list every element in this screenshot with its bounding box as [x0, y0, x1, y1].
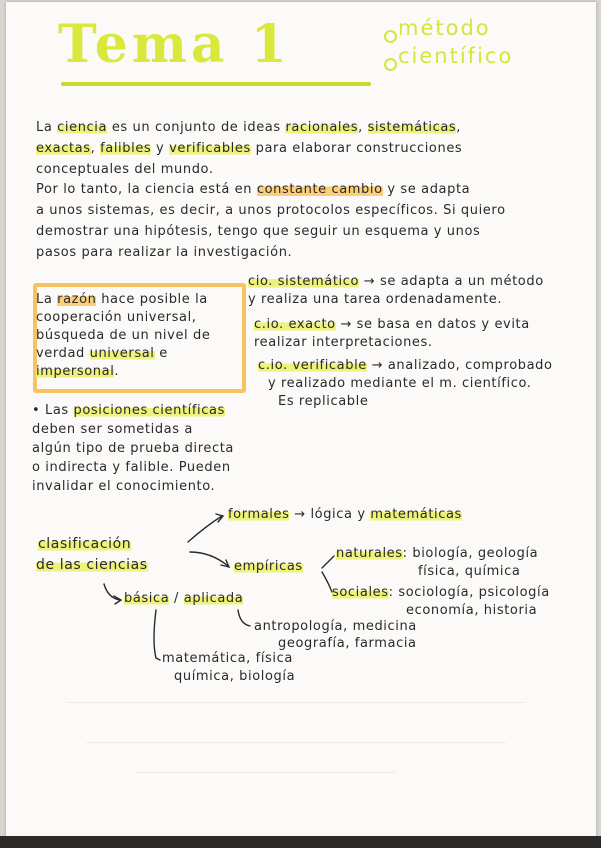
def-verifiable-cont: y realizado mediante el m. científico. — [268, 376, 532, 391]
highlighted-term: verificables — [169, 141, 251, 156]
subtitle-line-1: método — [398, 16, 491, 40]
def-systematic-cont: y realiza una tarea ordenadamente. — [248, 292, 503, 307]
naturales-list: física, química — [418, 564, 521, 579]
highlighted-term: constante cambio — [256, 182, 383, 197]
arrow-to-naturales — [322, 556, 334, 568]
arrow-to-aplicada-list — [238, 610, 250, 626]
highlighted-term: sistemáticas — [367, 120, 457, 135]
highlighted-term: exactas — [36, 141, 91, 156]
aplicada-list-1: antropología, medicina — [254, 619, 417, 634]
arrow-to-sociales — [322, 572, 332, 592]
def-exact: c.io. exacto → se basa en datos y evita — [254, 317, 530, 332]
diagram-arrows — [6, 2, 596, 838]
branch-basica-aplicada: básica / aplicada — [124, 591, 244, 606]
box-line-4: verdad universal e — [36, 346, 168, 361]
intro-paragraph-2-line: pasos para realizar la investigación. — [36, 245, 293, 260]
positions-line-5: invalidar el conocimiento. — [32, 479, 216, 494]
intro-paragraph-2-line: a unos sistemas, es decir, a unos protocolos específicos. Si quiero — [36, 203, 506, 218]
intro-paragraph-1-line: conceptuales del mundo. — [36, 162, 214, 177]
desk-edge — [0, 836, 601, 848]
branch-sociales: sociales: sociología, psicología — [332, 585, 550, 600]
notebook-page — [6, 2, 596, 838]
highlighted-term: ciencia — [57, 120, 108, 135]
def-verifiable: c.io. verificable → analizado, comprobado — [258, 358, 553, 373]
aplicada-list-2: geografía, farmacia — [278, 636, 417, 651]
branch-naturales: naturales: biología, geología — [336, 546, 539, 561]
basica-list-1: matemática, física — [162, 651, 293, 666]
positions-line-3: algún tipo de prueba directa — [32, 441, 234, 456]
sociales-list: economía, historia — [406, 603, 538, 618]
intro-paragraph-1-line: La ciencia es un conjunto de ideas racionales, sistemáticas, — [36, 120, 461, 135]
box-line-5: impersonal. — [36, 364, 120, 379]
positions-line-4: o indirecta y falible. Pueden — [32, 460, 231, 475]
arrow-to-empiricas — [190, 552, 228, 566]
branch-empiricas: empíricas — [234, 559, 303, 574]
box-line-2: cooperación universal, — [36, 310, 197, 325]
intro-paragraph-2-line: demostrar una hipótesis, tengo que seguir un esquema y unos — [36, 224, 481, 239]
def-systematic: cio. sistemático → se adapta a un método — [248, 274, 544, 289]
subtitle-line-2: científico — [398, 44, 514, 68]
branch-formales: formales → lógica y matemáticas — [228, 507, 462, 522]
classification-title-1: clasificación — [38, 536, 132, 552]
positions-line-1: • Las posiciones científicas — [32, 403, 225, 418]
arrow-to-basica-list — [154, 610, 160, 660]
highlighted-term: racionales — [285, 120, 359, 135]
intro-paragraph-1-line: exactas, falibles y verificables para elaborar construcciones — [36, 141, 463, 156]
classification-title-2: de las ciencias — [36, 557, 148, 573]
def-verifiable-note: Es replicable — [278, 394, 369, 409]
def-exact-cont: realizar interpretaciones. — [254, 335, 433, 350]
box-line-1: La razón hace posible la — [36, 292, 208, 307]
basica-list-2: química, biología — [174, 669, 296, 684]
positions-line-2: deben ser sometidas a — [32, 422, 193, 437]
intro-paragraph-2-line: Por lo tanto, la ciencia está en constante cambio y se adapta — [36, 182, 471, 197]
box-line-3: búsqueda de un nivel de — [36, 328, 211, 343]
page-title: Tema 1 — [58, 14, 291, 75]
highlighted-term: falibles — [100, 141, 152, 156]
arrow-to-formales — [188, 516, 222, 542]
